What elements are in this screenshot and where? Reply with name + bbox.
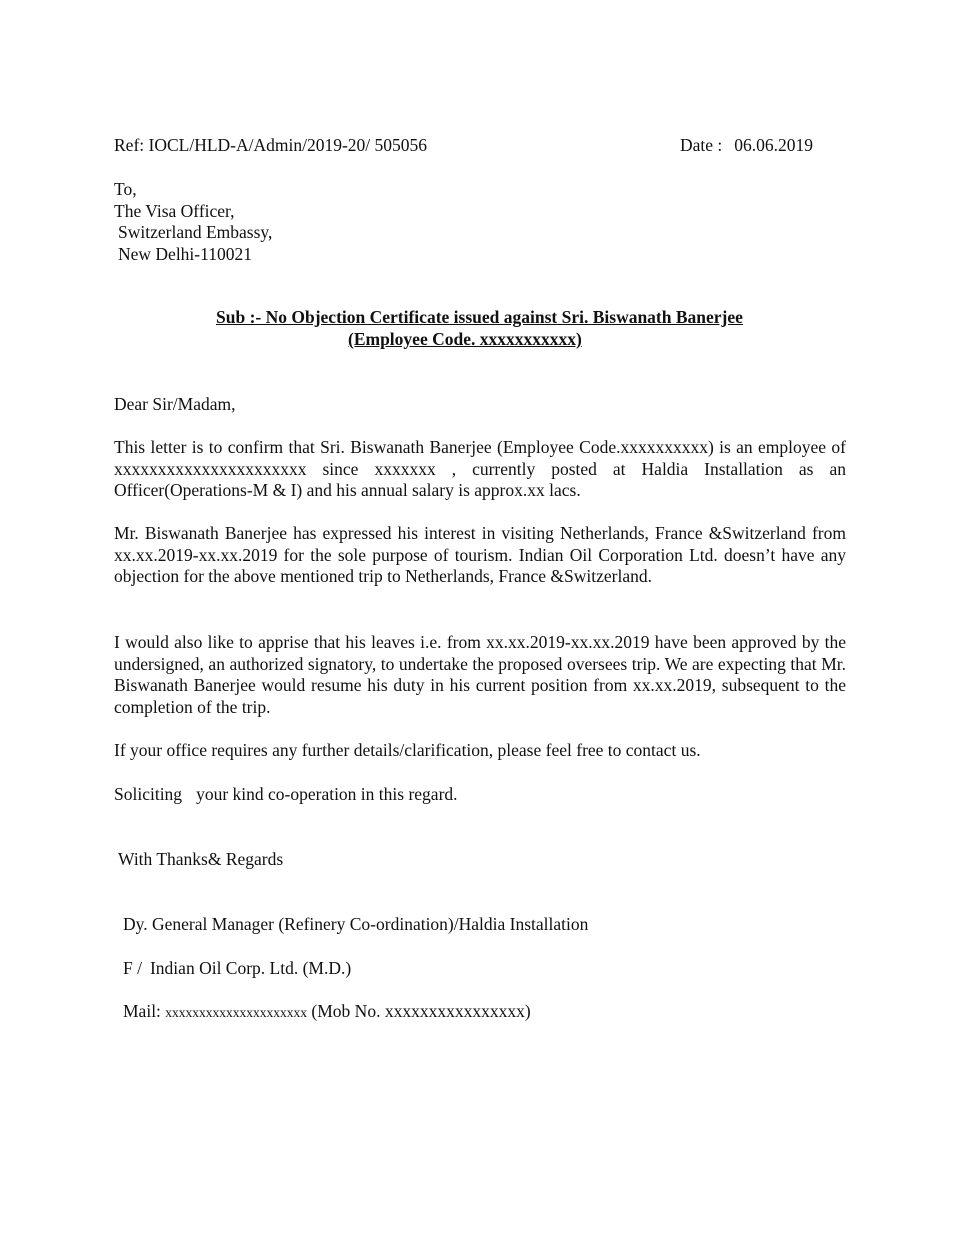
paragraph-contact: If your office requires any further details/clarification, please feel free to contact us. [114, 740, 701, 760]
address-line-3: New Delhi-110021 [118, 244, 252, 265]
paragraph-leave: I would also like to apprise that his leaves i.e. from xx.xx.2019-xx.xx.2019 have been approved by the undersigned, an authorized signatory, to undertake the proposed oversees trip. We are expecting that Mr. Biswanath Banerjee would resume his duty in his current position from xx.xx.2019, subsequent to the completion of the trip. [114, 632, 846, 718]
recipient-address [114, 179, 272, 266]
address-to: To, [114, 179, 137, 199]
soliciting-word: Soliciting [114, 784, 183, 804]
reference-number: Ref: IOCL/HLD-A/Admin/2019-20/ 505056 [114, 135, 428, 155]
paragraph-employment: This letter is to confirm that Sri. Biswanath Banerjee (Employee Code.xxxxxxxxxx) is an employee of xxxxxxxxxxxxxxxxxxxxxx since xxxxxxx , currently posted at Haldia Installation as an Officer(Operations-M & I) and his annual salary is approx.xx lacs. [114, 437, 846, 501]
address-line-2: Switzerland Embassy, [118, 222, 273, 243]
date-label: Date : [680, 135, 723, 155]
for-organization: Indian Oil Corp. Ltd. (M.D.) [149, 958, 352, 978]
mail-value: xxxxxxxxxxxxxxxxxxxxx [165, 1005, 308, 1020]
subject-line-1: Sub :- No Objection Certificate issued against Sri. Biswanath Banerjee [216, 307, 743, 327]
paragraph-soliciting [114, 784, 846, 806]
soliciting-rest: your kind co-operation in this regard. [196, 784, 458, 804]
closing-regards: With Thanks& Regards [118, 849, 284, 869]
letter-date [680, 135, 813, 156]
signatory-contact [123, 1001, 531, 1023]
paragraph-travel: Mr. Biswanath Banerjee has expressed his interest in visiting Netherlands, France &Switzerland from xx.xx.2019-xx.xx.2019 for the sole purpose of tourism. Indian Oil Corporation Ltd. doesn’t have any objection for the above mentioned trip to Netherlands, France &Switzerland. [114, 523, 846, 587]
mail-label: Mail: [123, 1001, 161, 1021]
signatory-organization [123, 958, 351, 979]
date-value: 06.06.2019 [734, 135, 814, 155]
for-label: F / [123, 958, 142, 978]
address-line-1: The Visa Officer, [114, 200, 235, 221]
signatory-designation: Dy. General Manager (Refinery Co-ordination)/Haldia Installation [123, 914, 589, 934]
subject-line-2: (Employee Code. xxxxxxxxxxx) [348, 329, 582, 349]
salutation: Dear Sir/Madam, [114, 394, 236, 414]
mobile-number: (Mob No. xxxxxxxxxxxxxxxx) [311, 1001, 531, 1021]
